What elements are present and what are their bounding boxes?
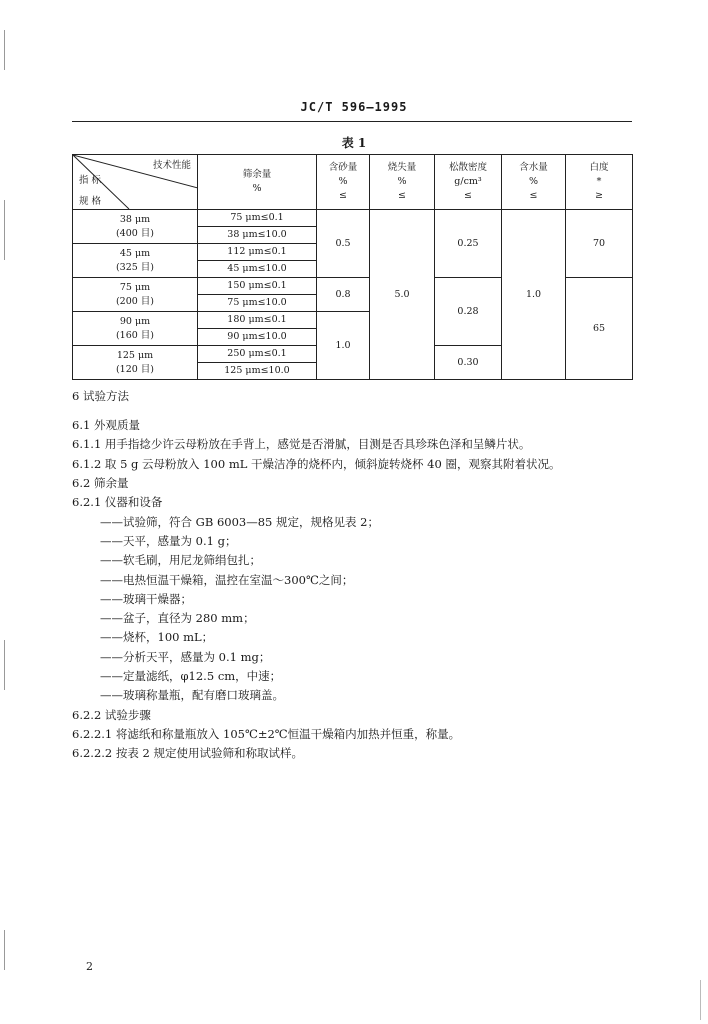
density-cell: 0.25 [435, 210, 502, 278]
sieve-cell: 125 μm≤10.0 [198, 363, 317, 380]
spec-table [72, 154, 633, 380]
spec-cell: 90 μm (160 目) [73, 312, 198, 346]
whiteness-cell: 70 [566, 210, 633, 278]
loss-cell: 5.0 [370, 210, 435, 380]
spec-cell: 38 μm (400 目) [73, 210, 198, 244]
para-6-2-2-1: 6.2.2.1 将滤纸和称量瓶放入 105℃±2℃恒温干燥箱内加热并恒重，称量。 [72, 727, 461, 741]
spec-cell: 125 μm (120 目) [73, 346, 198, 380]
header-rule [72, 121, 632, 122]
table-header-row [73, 155, 633, 210]
para-6-2-2-2: 6.2.2.2 按表 2 规定使用试验筛和称取试样。 [72, 746, 304, 760]
sieve-cell: 45 μm≤10.0 [198, 261, 317, 278]
sieve-cell: 180 μm≤0.1 [198, 312, 317, 329]
sieve-cell: 112 μm≤0.1 [198, 244, 317, 261]
equipment-item: ——烧杯，100 mL； [100, 630, 214, 644]
density-cell: 0.28 [435, 278, 502, 346]
equipment-item: ——分析天平，感量为 0.1 mg； [100, 650, 271, 664]
table-title: 表 1 [341, 136, 367, 150]
sieve-cell: 250 μm≤0.1 [198, 346, 317, 363]
sand-cell: 0.8 [317, 278, 370, 312]
equipment-item: ——定量滤纸，φ12.5 cm，中速； [100, 669, 282, 683]
table-corner-cell [73, 155, 198, 210]
equipment-item: ——盆子，直径为 280 mm； [100, 611, 255, 625]
section-6-2-2-heading: 6.2.2 试验步骤 [72, 708, 151, 722]
corner-indicator-label: 指 标 [79, 175, 102, 186]
para-6-1-2: 6.1.2 取 5 g 云母粉放入 100 mL 干燥洁净的烧杯内，倾斜旋转烧杯 40 圈，观察其附着状况。 [72, 457, 561, 471]
equipment-item: ——玻璃称量瓶，配有磨口玻璃盖。 [100, 688, 284, 702]
section-6-2-1-heading: 6.2.1 仪器和设备 [72, 495, 163, 509]
table-row [73, 210, 633, 227]
spec-cell: 45 μm (325 目) [73, 244, 198, 278]
density-cell: 0.30 [435, 346, 502, 380]
col-header-loss: 烧失量 % ≤ [370, 155, 435, 210]
document-header: JC/T 596—1995 [300, 100, 408, 114]
equipment-item: ——天平，感量为 0.1 g； [100, 534, 237, 548]
col-header-sieve: 筛余量 % [198, 155, 317, 210]
para-6-1-1: 6.1.1 用手指捻少许云母粉放在手背上，感觉是否滑腻，目测是否具珍珠色泽和呈鳞片状。 [72, 437, 531, 451]
sieve-cell: 150 μm≤0.1 [198, 278, 317, 295]
col-header-whiteness: 白度 * ≥ [566, 155, 633, 210]
equipment-item: ——试验筛，符合 GB 6003—85 规定，规格见表 2； [100, 515, 379, 529]
corner-spec-label: 规 格 [79, 196, 102, 207]
whiteness-cell: 65 [566, 278, 633, 380]
equipment-item: ——软毛刷，用尼龙筛绢包扎； [100, 553, 261, 567]
col-header-density: 松散密度 g/cm³ ≤ [435, 155, 502, 210]
sieve-cell: 90 μm≤10.0 [198, 329, 317, 346]
spec-cell: 75 μm (200 目) [73, 278, 198, 312]
sieve-cell: 75 μm≤10.0 [198, 295, 317, 312]
sieve-cell: 38 μm≤10.0 [198, 227, 317, 244]
section-6-2-heading: 6.2 筛余量 [72, 476, 129, 490]
equipment-item: ——电热恒温干燥箱，温控在室温～300℃之间； [100, 573, 354, 587]
sand-cell: 0.5 [317, 210, 370, 278]
equipment-item: ——玻璃干燥器； [100, 592, 192, 606]
section-6-1-heading: 6.1 外观质量 [72, 418, 140, 432]
sieve-cell: 75 μm≤0.1 [198, 210, 317, 227]
page-number: 2 [86, 960, 93, 973]
col-header-water: 含水量 % ≤ [502, 155, 566, 210]
sand-cell: 1.0 [317, 312, 370, 380]
water-cell: 1.0 [502, 210, 566, 380]
corner-tech-label: 技术性能 [152, 160, 191, 171]
col-header-sand: 含砂量 % ≤ [317, 155, 370, 210]
section-6-heading: 6 试验方法 [72, 389, 129, 403]
